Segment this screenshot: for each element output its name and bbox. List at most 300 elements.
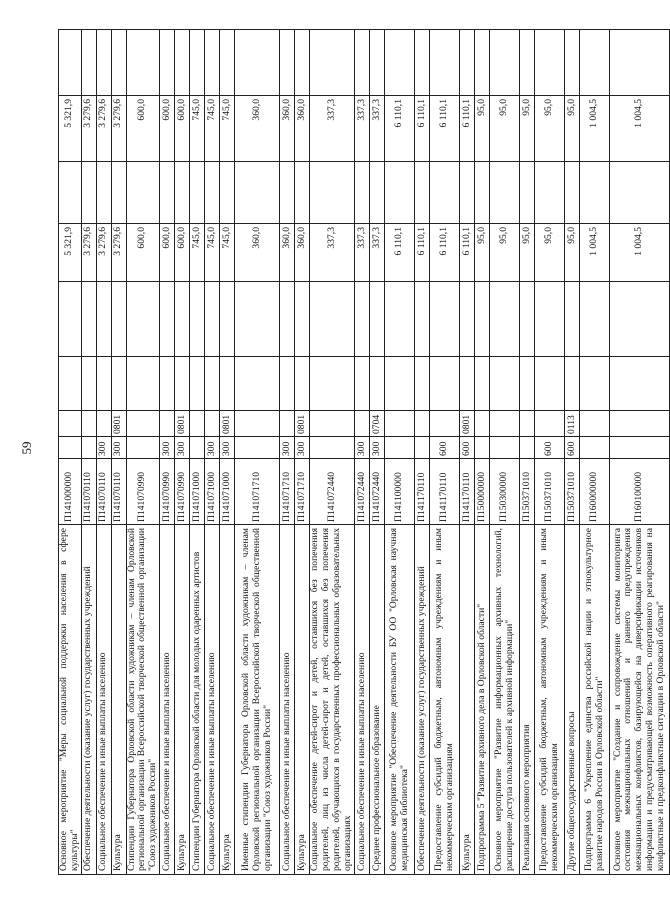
row-empty-cell <box>205 162 220 224</box>
row-empty-cell <box>220 357 235 411</box>
row-code-cell: П160000000 <box>580 459 610 525</box>
row-empty-cell <box>430 162 460 224</box>
row-code-cell: П141070990 <box>175 459 190 525</box>
row-empty-cell <box>235 357 280 411</box>
row-empty-cell <box>280 162 295 224</box>
row-empty-cell <box>610 282 670 357</box>
row-empty-cell <box>59 30 82 96</box>
row-empty-cell <box>610 357 670 411</box>
row-empty-cell <box>355 282 370 357</box>
row-empty-cell <box>460 30 475 96</box>
row-section-cell: 0801 <box>460 411 475 437</box>
table-row <box>295 30 310 875</box>
row-expense-type-cell: 600 <box>430 437 460 459</box>
table-row <box>490 30 520 875</box>
row-name-cell: Стипендии Губернатора Орловской области художникам – членам Орловской региональной организации Всероссийской творческой общественной организации "Союз художников России" <box>126 525 159 875</box>
row-empty-cell <box>220 30 235 96</box>
row-section-cell <box>610 411 670 437</box>
row-empty-cell <box>126 282 159 357</box>
row-empty-cell <box>565 30 580 96</box>
row-expense-type-cell <box>490 437 520 459</box>
row-empty-cell <box>490 162 520 224</box>
row-empty-cell <box>190 357 205 411</box>
row-empty-cell <box>59 282 82 357</box>
row-empty-cell <box>160 30 175 96</box>
row-empty-cell <box>190 282 205 357</box>
row-empty-cell <box>580 357 610 411</box>
row-empty-cell <box>235 282 280 357</box>
row-empty-cell <box>415 357 430 411</box>
row-empty-cell <box>355 162 370 224</box>
row-section-cell <box>490 411 520 437</box>
row-name-cell: Социальное обеспечение и иные выплаты населению <box>96 525 111 875</box>
row-expense-type-cell: 300 <box>220 437 235 459</box>
row-empty-cell <box>580 162 610 224</box>
row-total-cell: 1 004,5 <box>580 96 610 162</box>
row-empty-cell <box>96 282 111 357</box>
row-empty-cell <box>96 357 111 411</box>
row-section-cell <box>430 411 460 437</box>
row-name-cell: Подпрограмма 6 "Укрепление единства российской нации и этнокультурное развитие народов России в Орловской области" <box>580 525 610 875</box>
row-empty-cell <box>59 357 82 411</box>
row-section-cell <box>280 411 295 437</box>
row-name-cell: Обеспечение деятельности (оказание услуг) государственных учреждений <box>415 525 430 875</box>
row-empty-cell <box>235 30 280 96</box>
row-section-cell: 0801 <box>175 411 190 437</box>
row-code-cell: П141170110 <box>460 459 475 525</box>
row-empty-cell <box>490 30 520 96</box>
row-total-cell: 95,0 <box>490 96 520 162</box>
table-row <box>126 30 159 875</box>
row-total-cell: 95,0 <box>520 96 535 162</box>
row-empty-cell <box>580 30 610 96</box>
row-empty-cell <box>610 30 670 96</box>
row-expense-type-cell <box>415 437 430 459</box>
row-name-cell: Обеспечение деятельности (оказание услуг) государственных учреждений <box>81 525 96 875</box>
row-expense-type-cell <box>235 437 280 459</box>
row-code-cell: П141100000 <box>385 459 415 525</box>
row-code-cell: П150300000 <box>490 459 520 525</box>
row-name-cell: Основное мероприятие "Развитие информационных архивных технологий, расширение доступа пользователей к архивной информации" <box>490 525 520 875</box>
table-row <box>96 30 111 875</box>
row-section-cell <box>580 411 610 437</box>
row-empty-cell <box>220 282 235 357</box>
row-empty-cell <box>370 162 385 224</box>
row-code-cell: П141170110 <box>430 459 460 525</box>
row-empty-cell <box>565 282 580 357</box>
table-row <box>610 30 670 875</box>
row-empty-cell <box>81 162 96 224</box>
row-amount-cell: 6 110,1 <box>430 224 460 282</box>
row-amount-cell: 745,0 <box>190 224 205 282</box>
row-empty-cell <box>610 162 670 224</box>
row-empty-cell <box>565 357 580 411</box>
table-row <box>565 30 580 875</box>
table-row <box>160 30 175 875</box>
row-empty-cell <box>415 30 430 96</box>
row-empty-cell <box>310 282 355 357</box>
row-expense-type-cell: 300 <box>370 437 385 459</box>
table-row <box>111 30 126 875</box>
row-empty-cell <box>490 282 520 357</box>
row-empty-cell <box>190 30 205 96</box>
row-name-cell: Предоставление субсидий бюджетным, автономным учреждениям и иным некоммерческим организациям <box>535 525 565 875</box>
row-code-cell: П141070110 <box>81 459 96 525</box>
row-empty-cell <box>520 30 535 96</box>
row-section-cell <box>355 411 370 437</box>
row-empty-cell <box>385 357 415 411</box>
row-code-cell: П141071000 <box>205 459 220 525</box>
row-empty-cell <box>96 162 111 224</box>
row-expense-type-cell: 600 <box>565 437 580 459</box>
row-empty-cell <box>96 30 111 96</box>
row-amount-cell: 3 279,6 <box>111 224 126 282</box>
row-amount-cell: 3 279,6 <box>81 224 96 282</box>
row-expense-type-cell <box>190 437 205 459</box>
row-empty-cell <box>520 357 535 411</box>
row-name-cell: Предоставление субсидий бюджетным, автономным учреждениям и иным некоммерческим организациям <box>430 525 460 875</box>
row-code-cell: П141070990 <box>160 459 175 525</box>
row-empty-cell <box>175 162 190 224</box>
row-empty-cell <box>126 162 159 224</box>
row-code-cell: П150371010 <box>520 459 535 525</box>
row-expense-type-cell: 300 <box>355 437 370 459</box>
row-section-cell <box>310 411 355 437</box>
row-empty-cell <box>280 357 295 411</box>
row-total-cell: 3 279,6 <box>81 96 96 162</box>
row-total-cell: 745,0 <box>190 96 205 162</box>
row-empty-cell <box>385 282 415 357</box>
row-empty-cell <box>520 282 535 357</box>
row-amount-cell: 6 110,1 <box>385 224 415 282</box>
row-amount-cell: 6 110,1 <box>460 224 475 282</box>
row-section-cell <box>160 411 175 437</box>
row-empty-cell <box>160 282 175 357</box>
row-code-cell: П141000000 <box>59 459 82 525</box>
row-total-cell: 337,3 <box>310 96 355 162</box>
row-name-cell: Социальное обеспечение детей-сирот и детей, оставшихся без попечения родителей, лиц из числа детей-сирот и детей, оставшихся без попечения родителей, обучающихся в государственных профессиональных образовательных организациях <box>310 525 355 875</box>
row-amount-cell: 1 004,5 <box>610 224 670 282</box>
row-code-cell: П141170110 <box>415 459 430 525</box>
row-empty-cell <box>535 282 565 357</box>
row-expense-type-cell <box>385 437 415 459</box>
row-amount-cell: 600,0 <box>160 224 175 282</box>
row-empty-cell <box>370 357 385 411</box>
row-expense-type-cell <box>520 437 535 459</box>
row-section-cell <box>190 411 205 437</box>
row-name-cell: Основное мероприятие "Обеспечение деятельности БУ ОО "Орловская научная медицинская библиотека" <box>385 525 415 875</box>
row-name-cell: Реализация основного мероприятия <box>520 525 535 875</box>
row-total-cell: 337,3 <box>355 96 370 162</box>
table-row <box>235 30 280 875</box>
row-total-cell: 6 110,1 <box>460 96 475 162</box>
row-empty-cell <box>205 30 220 96</box>
row-empty-cell <box>280 30 295 96</box>
row-empty-cell <box>175 357 190 411</box>
row-name-cell: Социальное обеспечение и иные выплаты населению <box>280 525 295 875</box>
row-total-cell: 360,0 <box>280 96 295 162</box>
table-row <box>190 30 205 875</box>
row-expense-type-cell: 300 <box>96 437 111 459</box>
row-name-cell: Социальное обеспечение и иные выплаты населению <box>355 525 370 875</box>
row-section-cell <box>520 411 535 437</box>
row-empty-cell <box>565 162 580 224</box>
row-section-cell: 0113 <box>565 411 580 437</box>
row-amount-cell: 745,0 <box>220 224 235 282</box>
row-expense-type-cell: 600 <box>460 437 475 459</box>
row-section-cell <box>126 411 159 437</box>
row-code-cell: П150000000 <box>475 459 490 525</box>
row-total-cell: 6 110,1 <box>430 96 460 162</box>
row-expense-type-cell <box>59 437 82 459</box>
table-row <box>81 30 96 875</box>
table-row <box>535 30 565 875</box>
row-empty-cell <box>370 282 385 357</box>
row-empty-cell <box>475 162 490 224</box>
row-empty-cell <box>430 30 460 96</box>
row-empty-cell <box>111 162 126 224</box>
row-code-cell: П141072440 <box>310 459 355 525</box>
row-code-cell: П141071000 <box>190 459 205 525</box>
row-name-cell: Именные стипендии Губернатора Орловской области художникам – членам Орловской региональной организации Всероссийской творческой общественной организации "Союз художников России" <box>235 525 280 875</box>
row-expense-type-cell: 300 <box>111 437 126 459</box>
row-empty-cell <box>430 357 460 411</box>
row-empty-cell <box>385 30 415 96</box>
row-empty-cell <box>111 357 126 411</box>
row-empty-cell <box>295 30 310 96</box>
row-empty-cell <box>310 162 355 224</box>
row-section-cell: 0801 <box>295 411 310 437</box>
row-empty-cell <box>295 282 310 357</box>
row-empty-cell <box>111 30 126 96</box>
row-expense-type-cell <box>81 437 96 459</box>
table-row <box>385 30 415 875</box>
row-empty-cell <box>111 282 126 357</box>
table-row <box>370 30 385 875</box>
row-name-cell: Социальное обеспечение и иные выплаты населению <box>205 525 220 875</box>
row-total-cell: 360,0 <box>295 96 310 162</box>
row-total-cell: 337,3 <box>370 96 385 162</box>
row-code-cell: П141070990 <box>126 459 159 525</box>
row-name-cell: Культура <box>220 525 235 875</box>
row-expense-type-cell <box>310 437 355 459</box>
row-empty-cell <box>475 282 490 357</box>
row-amount-cell: 95,0 <box>490 224 520 282</box>
row-section-cell: 0801 <box>111 411 126 437</box>
row-amount-cell: 337,3 <box>355 224 370 282</box>
row-empty-cell <box>415 282 430 357</box>
row-total-cell: 95,0 <box>535 96 565 162</box>
rotated-budget-table <box>58 30 666 875</box>
table-row <box>580 30 610 875</box>
table-body <box>59 30 670 875</box>
row-empty-cell <box>295 357 310 411</box>
row-amount-cell: 745,0 <box>205 224 220 282</box>
row-name-cell: Подпрограмма 5 "Развитие архивного дела в Орловской области" <box>475 525 490 875</box>
row-empty-cell <box>175 30 190 96</box>
table-row <box>415 30 430 875</box>
row-total-cell: 6 110,1 <box>385 96 415 162</box>
row-empty-cell <box>385 162 415 224</box>
row-section-cell <box>415 411 430 437</box>
page-number: 59 <box>19 441 34 455</box>
row-code-cell: П141072440 <box>370 459 385 525</box>
row-empty-cell <box>126 30 159 96</box>
row-name-cell: Другие общегосударственные вопросы <box>565 525 580 875</box>
row-empty-cell <box>535 357 565 411</box>
row-empty-cell <box>81 357 96 411</box>
row-empty-cell <box>430 282 460 357</box>
row-amount-cell: 95,0 <box>520 224 535 282</box>
row-code-cell: П141071710 <box>235 459 280 525</box>
row-empty-cell <box>580 282 610 357</box>
row-amount-cell: 95,0 <box>475 224 490 282</box>
row-empty-cell <box>355 30 370 96</box>
row-expense-type-cell <box>475 437 490 459</box>
row-amount-cell: 95,0 <box>565 224 580 282</box>
row-section-cell <box>96 411 111 437</box>
row-section-cell <box>81 411 96 437</box>
row-code-cell: П150371010 <box>535 459 565 525</box>
row-empty-cell <box>160 357 175 411</box>
row-name-cell: Культура <box>111 525 126 875</box>
row-total-cell: 95,0 <box>565 96 580 162</box>
row-empty-cell <box>205 357 220 411</box>
table-row <box>175 30 190 875</box>
row-empty-cell <box>310 357 355 411</box>
row-empty-cell <box>370 30 385 96</box>
row-amount-cell: 1 004,5 <box>580 224 610 282</box>
row-total-cell: 745,0 <box>205 96 220 162</box>
row-empty-cell <box>310 30 355 96</box>
row-total-cell: 745,0 <box>220 96 235 162</box>
row-name-cell: Социальное обеспечение и иные выплаты населению <box>160 525 175 875</box>
budget-table <box>58 29 670 875</box>
row-expense-type-cell: 300 <box>175 437 190 459</box>
row-code-cell: П141070110 <box>96 459 111 525</box>
row-amount-cell: 5 321,9 <box>59 224 82 282</box>
row-name-cell: Основное мероприятие "Создание и сопровождение системы мониторинга состояния межнациональных отношений и раннего предупреждения межнациональных конфликтов, базирующейся на диверсификации источников информации и предусматривающей возможность оперативного реагирования на конфликтные и предконфликтные ситуации в Орловской области" <box>610 525 670 875</box>
row-total-cell: 3 279,6 <box>96 96 111 162</box>
table-row <box>430 30 460 875</box>
row-empty-cell <box>175 282 190 357</box>
row-empty-cell <box>295 162 310 224</box>
row-total-cell: 3 279,6 <box>111 96 126 162</box>
table-row <box>475 30 490 875</box>
row-empty-cell <box>460 282 475 357</box>
row-expense-type-cell: 300 <box>280 437 295 459</box>
row-empty-cell <box>81 30 96 96</box>
row-expense-type-cell: 300 <box>295 437 310 459</box>
row-empty-cell <box>190 162 205 224</box>
row-expense-type-cell: 300 <box>205 437 220 459</box>
row-section-cell: 0704 <box>370 411 385 437</box>
row-amount-cell: 337,3 <box>310 224 355 282</box>
row-amount-cell: 6 110,1 <box>415 224 430 282</box>
row-empty-cell <box>535 162 565 224</box>
row-expense-type-cell: 300 <box>160 437 175 459</box>
row-empty-cell <box>280 282 295 357</box>
row-total-cell: 600,0 <box>175 96 190 162</box>
table-row <box>59 30 82 875</box>
row-amount-cell: 600,0 <box>175 224 190 282</box>
row-empty-cell <box>535 30 565 96</box>
row-expense-type-cell <box>126 437 159 459</box>
row-amount-cell: 95,0 <box>535 224 565 282</box>
row-total-cell: 95,0 <box>475 96 490 162</box>
row-name-cell: Культура <box>460 525 475 875</box>
row-empty-cell <box>475 30 490 96</box>
row-empty-cell <box>355 357 370 411</box>
row-empty-cell <box>160 162 175 224</box>
row-code-cell: П150371010 <box>565 459 580 525</box>
row-total-cell: 1 004,5 <box>610 96 670 162</box>
table-row <box>205 30 220 875</box>
row-total-cell: 6 110,1 <box>415 96 430 162</box>
row-code-cell: П141070110 <box>111 459 126 525</box>
row-total-cell: 600,0 <box>160 96 175 162</box>
row-name-cell: Основное мероприятие "Меры социальной поддержки населения в сфере культуры" <box>59 525 82 875</box>
table-row <box>460 30 475 875</box>
row-amount-cell: 3 279,6 <box>96 224 111 282</box>
row-expense-type-cell <box>580 437 610 459</box>
row-empty-cell <box>415 162 430 224</box>
row-amount-cell: 360,0 <box>280 224 295 282</box>
row-section-cell <box>535 411 565 437</box>
row-code-cell: П141071000 <box>220 459 235 525</box>
row-empty-cell <box>220 162 235 224</box>
row-section-cell <box>59 411 82 437</box>
row-empty-cell <box>460 162 475 224</box>
row-name-cell: Стипендии Губернатора Орловской области для молодых одаренных артистов <box>190 525 205 875</box>
row-section-cell <box>205 411 220 437</box>
row-code-cell: П141071710 <box>280 459 295 525</box>
row-code-cell: П141071710 <box>295 459 310 525</box>
row-empty-cell <box>490 357 520 411</box>
row-amount-cell: 360,0 <box>295 224 310 282</box>
row-expense-type-cell: 600 <box>535 437 565 459</box>
row-section-cell <box>475 411 490 437</box>
row-expense-type-cell <box>610 437 670 459</box>
row-empty-cell <box>59 162 82 224</box>
table-row <box>355 30 370 875</box>
row-total-cell: 5 321,9 <box>59 96 82 162</box>
row-name-cell: Среднее профессиональное образование <box>370 525 385 875</box>
table-row <box>280 30 295 875</box>
row-empty-cell <box>205 282 220 357</box>
row-total-cell: 600,0 <box>126 96 159 162</box>
row-section-cell: 0801 <box>220 411 235 437</box>
table-row <box>520 30 535 875</box>
row-name-cell: Культура <box>295 525 310 875</box>
row-name-cell: Культура <box>175 525 190 875</box>
row-empty-cell <box>475 357 490 411</box>
row-section-cell <box>235 411 280 437</box>
row-code-cell: П160100000 <box>610 459 670 525</box>
row-amount-cell: 600,0 <box>126 224 159 282</box>
row-amount-cell: 360,0 <box>235 224 280 282</box>
table-row <box>220 30 235 875</box>
row-empty-cell <box>235 162 280 224</box>
row-section-cell <box>385 411 415 437</box>
row-empty-cell <box>460 357 475 411</box>
table-row <box>310 30 355 875</box>
row-empty-cell <box>81 282 96 357</box>
row-empty-cell <box>126 357 159 411</box>
row-total-cell: 360,0 <box>235 96 280 162</box>
row-code-cell: П141072440 <box>355 459 370 525</box>
row-amount-cell: 337,3 <box>370 224 385 282</box>
